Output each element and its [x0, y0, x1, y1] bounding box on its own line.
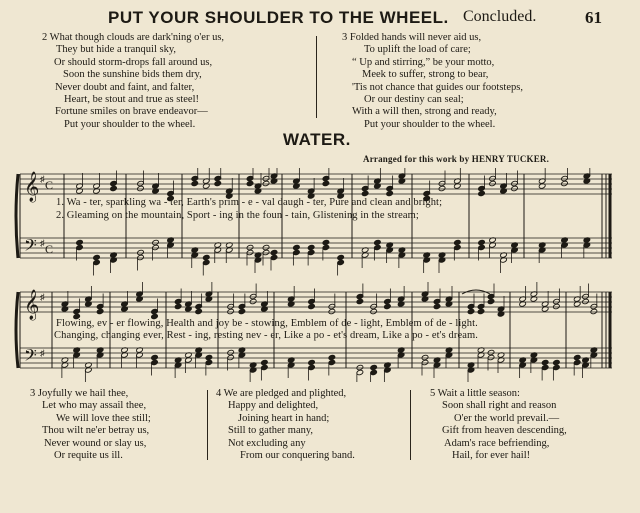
note-head	[205, 354, 213, 360]
bass-clef-icon: 𝄢	[24, 345, 37, 369]
verse-line: 4 We are pledged and plighted,	[216, 388, 347, 399]
note-head	[238, 308, 246, 314]
note-head	[553, 303, 561, 309]
note-head	[151, 354, 159, 360]
time-signature: C	[45, 178, 54, 192]
column-divider	[410, 390, 411, 460]
verse-line: Let who may assail thee,	[42, 400, 147, 412]
verse-line: Joining heart in hand;	[238, 412, 330, 424]
note-head	[152, 239, 160, 245]
note-head	[590, 308, 598, 314]
note-head	[137, 185, 145, 191]
note-head	[337, 254, 345, 260]
note-head	[374, 239, 382, 245]
verse-line: Not excluding any	[228, 437, 306, 449]
verse-line: They but hide a tranquil sky,	[56, 44, 177, 56]
note-head	[421, 354, 429, 360]
music-system-2	[14, 282, 614, 382]
note-head	[356, 364, 364, 370]
note-head	[477, 308, 485, 314]
verse-line: Never doubt and faint, and falter,	[55, 81, 195, 93]
note-head	[561, 180, 569, 186]
note-head	[249, 298, 257, 304]
verse-line: Heart, be stout and true as steel!	[64, 94, 199, 106]
note-head	[307, 244, 315, 250]
note-head	[191, 180, 199, 186]
note-head	[227, 349, 235, 355]
bass-staff	[20, 238, 612, 258]
note-head	[328, 354, 336, 360]
system-brace	[16, 174, 18, 258]
concluded-label: Concluded.	[463, 8, 537, 25]
song-heading: PUT YOUR SHOULDER TO THE WHEEL.	[108, 8, 449, 27]
verse-line: With a will then, strong and ready,	[352, 106, 497, 118]
note-head	[438, 185, 446, 191]
bottom-verses	[0, 388, 640, 508]
note-head	[308, 359, 316, 365]
note-head	[384, 303, 392, 309]
note-head	[361, 190, 369, 196]
verse-3	[342, 32, 523, 131]
verse-line: Soon the sunshine bids them dry,	[63, 69, 202, 81]
verse-line: Soon shall right and reason	[442, 400, 557, 412]
note-head	[227, 308, 235, 314]
verse-line: Meek to suffer, strong to bear,	[362, 69, 489, 81]
note-head	[246, 244, 254, 250]
verse-line: Gift from heaven descending,	[442, 425, 567, 437]
verse-line: To uplift the load of care;	[364, 44, 471, 56]
lyric-line-2: Changing, changing ever, Rest - ing, resting nev - er, Like a po - et's dream, Like a po - et's dream.	[54, 330, 478, 341]
verse-line: Happy and delighted,	[228, 400, 319, 412]
note-head	[322, 239, 330, 245]
arranger-credit: Arranged for this work by HENRY TUCKER.	[363, 154, 550, 164]
note-head	[202, 254, 210, 260]
note-head	[93, 254, 101, 260]
key-sharp-icon: ♯	[40, 348, 45, 358]
song-title: WATER.	[283, 130, 351, 149]
verse-line: O'er the world prevail.—	[454, 412, 560, 424]
note-head	[454, 239, 462, 245]
note-head	[322, 180, 330, 186]
verse-line: 5 Wait a little season:	[430, 388, 520, 399]
key-sharp-icon: ♯	[40, 174, 45, 184]
verse-line: Hail, for ever hail!	[452, 450, 531, 462]
treble-clef-icon: 𝄞	[24, 172, 40, 202]
verse-line: 3 Folded hands will never aid us,	[342, 32, 482, 43]
key-sharp-icon: ♯	[40, 292, 45, 302]
verse-line: We will love thee still;	[56, 412, 151, 424]
note-head	[214, 180, 222, 186]
music-system-1	[14, 168, 614, 276]
note-head	[487, 349, 495, 355]
verse-5	[430, 388, 567, 462]
verse-line: Or should storm-drops fall around us,	[54, 56, 213, 68]
verse-line: Or our destiny can seal;	[364, 94, 464, 106]
note-head	[553, 359, 561, 365]
treble-clef-icon: 𝄞	[24, 290, 40, 320]
verse-line: Fortune smiles on brave endeavor—	[55, 106, 208, 118]
note-head	[433, 303, 441, 309]
key-sharp-icon: ♯	[40, 238, 45, 248]
note-head	[573, 354, 581, 360]
note-head	[487, 298, 495, 304]
note-head	[195, 308, 203, 314]
time-signature: C	[45, 242, 54, 256]
note-head	[76, 239, 84, 245]
note-head	[511, 185, 519, 191]
note-head	[262, 244, 270, 250]
verse-line: Still to gather many,	[228, 425, 314, 437]
verse-line: Thou wilt ne'er betray us,	[42, 425, 150, 437]
verse-line: Adam's race befriending,	[444, 437, 550, 449]
note-head	[370, 308, 378, 314]
note-head	[262, 180, 270, 186]
note-head	[246, 180, 254, 186]
note-head	[328, 308, 336, 314]
music-staff-svg	[14, 168, 614, 276]
note-head	[293, 244, 301, 250]
note-head	[386, 190, 394, 196]
note-head	[478, 239, 486, 245]
bass-clef-icon: 𝄢	[24, 235, 37, 259]
verse-line: Put your shoulder to the wheel.	[64, 118, 196, 130]
column-divider	[316, 36, 317, 118]
note-head	[370, 364, 378, 370]
note-head	[356, 298, 364, 304]
lyric-line-1: Flowing, ev - er flowing, Health and joy be - stowing, Emblem of de - light, Emblem of de - light.	[56, 318, 478, 329]
note-head	[308, 303, 316, 309]
verse-line: “ Up and stirring,” be your motto,	[352, 56, 495, 68]
lyric-line-2: 2. Gleaming on the mountain, Sport - ing in the foun - tain, Glistening in the stream;	[56, 210, 419, 221]
note-head	[467, 308, 475, 314]
note-head	[110, 185, 118, 191]
note-head	[96, 308, 104, 314]
note-head	[261, 359, 269, 365]
top-verses	[0, 32, 640, 130]
verse-line: Or requite us ill.	[54, 450, 123, 462]
note-head	[137, 249, 145, 255]
verse-line: Put your shoulder to the wheel.	[364, 118, 496, 130]
system-brace	[16, 292, 18, 368]
verse-4	[216, 388, 355, 462]
verse-line: Never wound or slay us,	[44, 437, 147, 449]
treble-staff	[20, 174, 612, 194]
verse-line: 2 What though clouds are dark'ning o'er us,	[42, 32, 225, 43]
verse-line: 3 Joyfully we hail thee,	[30, 388, 129, 399]
lyric-line-1: 1. Wa - ter, sparkling wa - ter, Earth's prim - e - val daugh - ter, Pure and clean and bright;	[56, 197, 443, 208]
note-head	[541, 359, 549, 365]
page-number: 61	[585, 8, 602, 27]
verse-3-bottom	[30, 388, 151, 462]
column-divider	[207, 390, 208, 460]
note-head	[489, 180, 497, 186]
note-head	[582, 298, 590, 304]
verse-2	[42, 32, 224, 131]
note-head	[174, 303, 182, 309]
verse-line: From our conquering band.	[240, 450, 355, 462]
note-head	[270, 249, 278, 255]
note-head	[478, 190, 486, 196]
verse-line: 'Tis not chance that guides our footsteps,	[352, 81, 523, 93]
page-header	[0, 6, 640, 28]
